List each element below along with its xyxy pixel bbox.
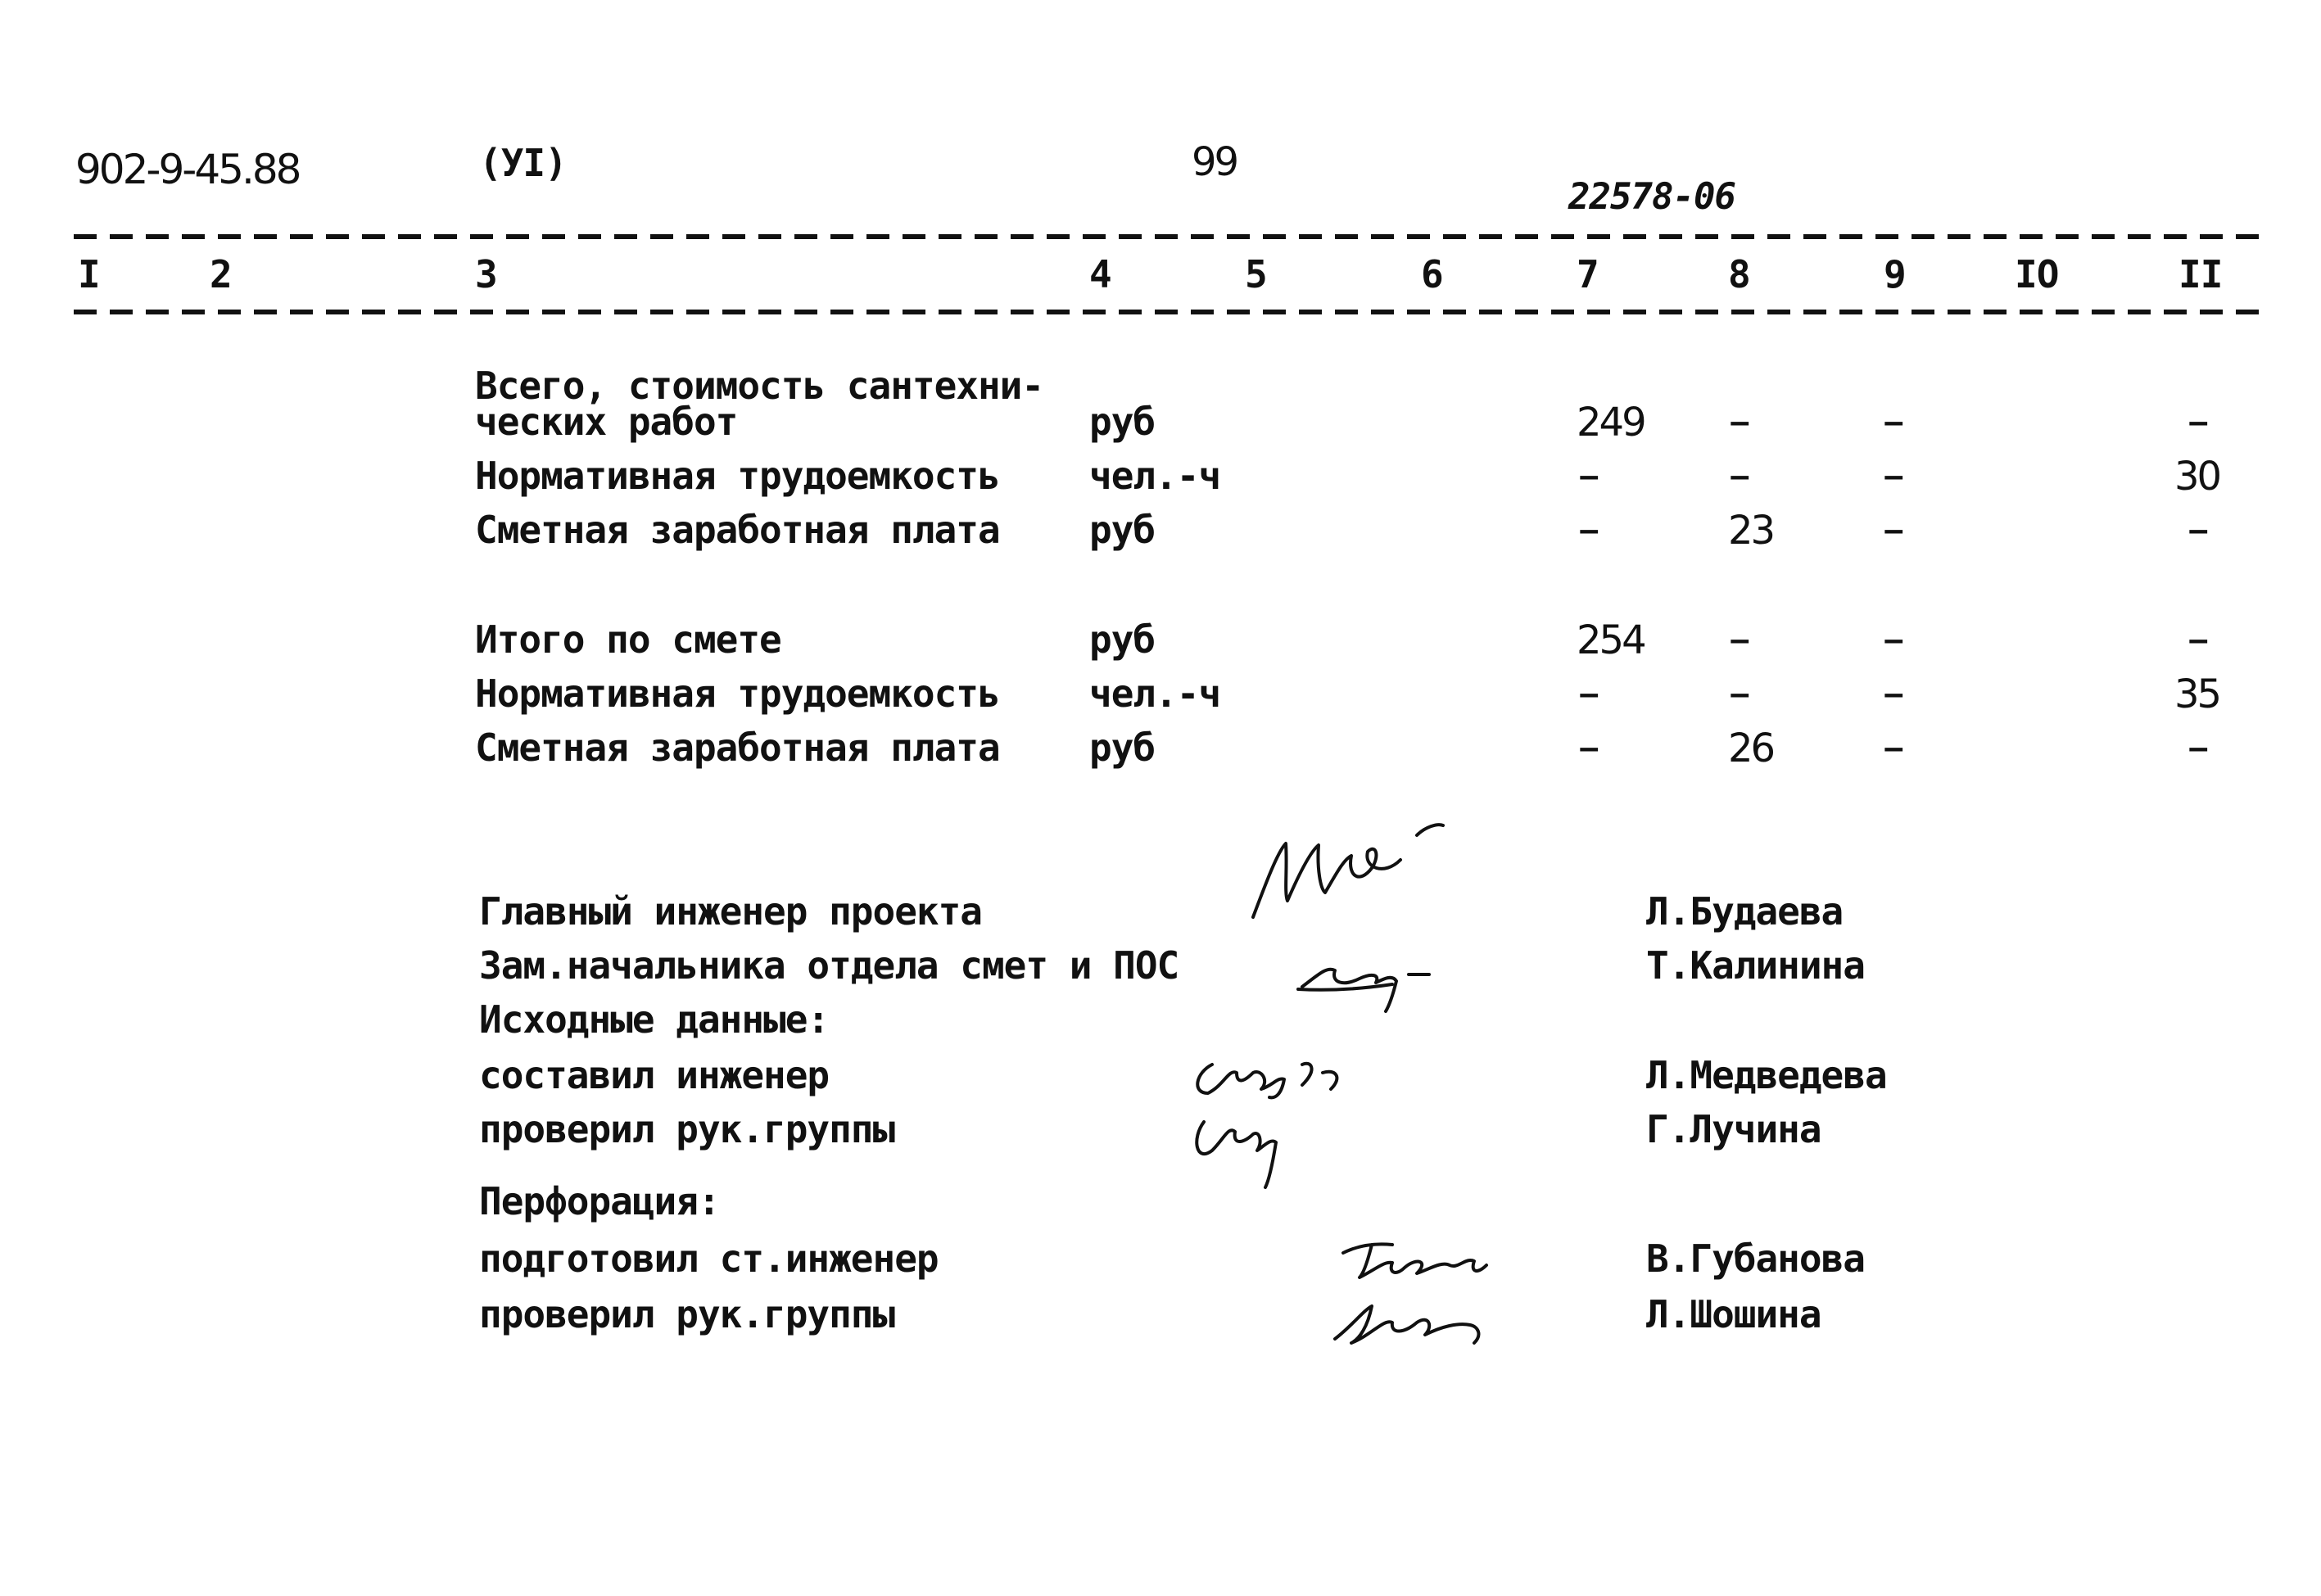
column-number: 9 [1884, 252, 1906, 296]
column-number: 3 [475, 252, 497, 296]
column-number: 7 [1577, 252, 1599, 296]
cell-col8: – [1730, 619, 1750, 659]
cell-col9: – [1884, 455, 1904, 495]
cell-col9: – [1884, 401, 1904, 441]
column-number: IO [2015, 252, 2059, 296]
row-label: Нормативная трудоемкость [475, 671, 1000, 716]
stamp-number: 22578-06 [1568, 176, 1735, 218]
row-label: Всего, стоимость сантехни- [475, 364, 1044, 408]
row-label: Сметная заработная плата [475, 726, 1000, 770]
cell-col11: 35 [2174, 671, 2220, 717]
row-unit: руб [1089, 726, 1156, 770]
signatory-name: Т.Калинина [1646, 943, 1865, 988]
cell-col7: – [1579, 455, 1599, 495]
cell-col11: 30 [2174, 454, 2220, 500]
cell-col8: 26 [1728, 726, 1774, 771]
cell-col7: – [1579, 727, 1599, 767]
column-number: 5 [1245, 252, 1267, 296]
cell-col9: – [1884, 509, 1904, 549]
column-number: 2 [210, 252, 232, 296]
cell-col8: – [1730, 673, 1750, 713]
cell-col9: – [1884, 619, 1904, 659]
document-code: 902-9-45.88 [75, 146, 300, 193]
signatory-role: проверил рук.группы [479, 1107, 895, 1151]
column-number: 4 [1089, 252, 1111, 296]
column-number: I [78, 252, 100, 296]
cell-col7: 254 [1577, 617, 1645, 663]
cell-col7: 249 [1577, 400, 1645, 445]
signatory-name: Л.Медведева [1646, 1053, 1887, 1097]
signatory-name: Г.Лучина [1646, 1107, 1821, 1151]
cell-col11: – [2188, 509, 2209, 549]
row-label: ческих работ [475, 400, 738, 444]
column-number: II [2178, 252, 2223, 296]
cell-col8: – [1730, 401, 1750, 441]
signatory-role: составил инженер [479, 1053, 830, 1097]
handwritten-signature [1179, 1048, 1409, 1196]
section-heading: Исходные данные: [479, 997, 830, 1042]
handwritten-signature [1327, 1228, 1540, 1359]
handwritten-signature [1228, 811, 1474, 934]
page-number: 99 [1192, 139, 1237, 185]
signatory-role: Главный инженер проекта [479, 889, 982, 934]
cell-col11: – [2188, 401, 2209, 441]
cell-col11: – [2188, 727, 2209, 767]
cell-col9: – [1884, 673, 1904, 713]
header-rule-top [74, 234, 2260, 239]
row-unit: руб [1089, 617, 1156, 662]
column-number: 6 [1421, 252, 1443, 296]
column-number: 8 [1728, 252, 1750, 296]
row-unit: чел.-ч [1089, 454, 1221, 498]
row-unit: руб [1089, 400, 1156, 444]
cell-col8: – [1730, 455, 1750, 495]
row-label: Сметная заработная плата [475, 508, 1000, 552]
volume-label: (УI) [479, 141, 567, 185]
row-label: Итого по смете [475, 617, 781, 662]
signatory-role: Зам.начальника отдела смет и ПОС [479, 943, 1179, 988]
row-unit: руб [1089, 508, 1156, 552]
row-label: Нормативная трудоемкость [475, 454, 1000, 498]
cell-col8: 23 [1728, 508, 1774, 554]
signatory-name: В.Губанова [1646, 1237, 1865, 1281]
cell-col7: – [1579, 509, 1599, 549]
signatory-role: подготовил ст.инженер [479, 1237, 939, 1281]
signatory-name: Л.Будаева [1646, 889, 1844, 934]
row-unit: чел.-ч [1089, 671, 1221, 716]
signatory-role: проверил рук.группы [479, 1292, 895, 1336]
signatory-name: Л.Шошина [1646, 1292, 1821, 1336]
cell-col11: – [2188, 619, 2209, 659]
cell-col9: – [1884, 727, 1904, 767]
cell-col7: – [1579, 673, 1599, 713]
handwritten-signature [1294, 942, 1458, 1015]
header-rule-bottom [74, 310, 2260, 314]
section-heading: Перфорация: [479, 1179, 720, 1223]
